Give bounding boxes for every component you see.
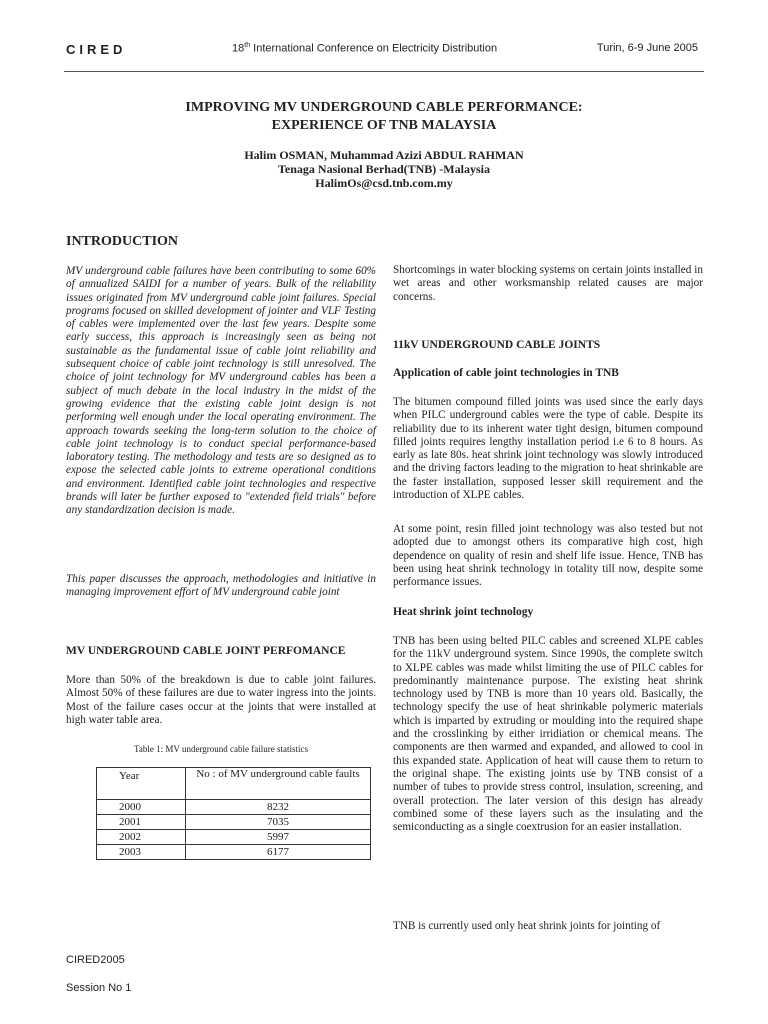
table-row [97,830,371,845]
introduction-heading: INTRODUCTION [66,234,179,249]
introduction-paragraph-2: This paper discusses the approach, methodologies and initiative in managing improvement effort of MV underground cable joint [66,573,376,599]
conference-ordinal: th [244,42,251,49]
right-paragraph-4: TNB has been using belted PILC cables and screened XLPE cables for the 11kV underground system. Since 1990s, the complete switch to XLPE cables was made whilst limiting the use of PILC cables for predominantly maintenance purpose. The existing heat shrink technology used by TNB is more than 10 years old. Basically, the technology specify the use of heat shrinkable polymeric materials which is imparted by extruding or moulding into the required shape and the crosslinking by either irridiation or chemical means. The components are then warmed and expanded, and allowed to cool in this expanded state. Application of heat will cause them to return to the original shape. The existing joints use by TNB consist of a number of tubes to provide stress control, insulation, screening, and overall protection. The later version of this design has already combined some of these layers such as the insulating and the semiconducting as a single coextrusion for an easier installation. [393,635,703,834]
table-cell-faults: 6177 [186,845,371,860]
table-cell-faults: 8232 [186,800,371,815]
footer-cired: CIRED2005 [66,954,125,966]
conference-number: 18 [232,42,245,55]
author-names: Halim OSMAN, Muhammad Azizi ABDUL RAHMAN [244,148,524,162]
table-caption: Table 1: MV underground cable failure statistics [134,744,308,754]
header-date: Turin, 6-9 June 2005 [596,42,698,54]
table-cell-faults: 5997 [186,830,371,845]
right-paragraph-3: At some point, resin filled joint technology was also tested but not adopted due to amongst others its comparative high cost, high dependence on quality of resin and shelf life issue. Hence, TNB has been using heat shrink technology in totality till now, despite some performance issues. [393,523,703,589]
table-cell-year: 2001 [97,815,186,830]
header-org: CIRED [66,42,127,57]
conference-name: International Conference on Electricity Distribution [250,42,498,55]
table-header-faults: No : of MV underground cable faults [186,768,371,800]
failure-statistics-table [96,767,371,860]
table-cell-faults: 7035 [186,815,371,830]
table-header-year: Year [97,768,186,800]
mv-performance-paragraph: More than 50% of the breakdown is due to cable joint failures. Almost 50% of these failures are due to water ingress into the joints. Most of the failure cases occur at the joints that were installed at high water table area. [66,674,376,726]
heat-shrink-subheading: Heat shrink joint technology [393,606,534,618]
right-paragraph-2: The bitumen compound filled joints was used since the early days when PILC underground cables were the type of cable. Despite its reliability due to its inherent water tight design, bitumen compound filled joints requires lengthy installation period i.e 6 to 8 hours. As early as late 80s. heat shrink joint technology was slowly introduced and the driving factors leading to the migration to heat shrinkable are the faster installation, supposed lesser skill requirement and the introduction of XLPE cables. [393,396,703,502]
application-subheading: Application of cable joint technologies in TNB [393,367,619,379]
table-cell-year: 2000 [97,800,186,815]
title-line-2: EXPERIENCE OF TNB MALAYSIA [271,118,497,133]
right-paragraph-1: Shortcomings in water blocking systems on certain joints installed in wet areas and other worksmanship related causes are major concerns. [393,264,703,303]
right-paragraph-5: TNB is currently used only heat shrink joints for jointing of [393,920,661,932]
introduction-paragraph-1: MV underground cable failures have been contributing to some 60% of annualized SAIDI for a number of years. Bulk of the reliability issues originated from MV underground cable joint failures. Special programs focused on skilled development of jointer and VLF Testing of cables were implemented over the last few years. Despite some early success, this approach is increasingly seen as being not sustainable as the fundamental issue of cable joint reliability and subsequent choice of cable joint technology is still unresolved. The choice of joint technology for MV underground cables has been a subject of much debate in the local industry in the midst of the growing evidence that the existing cable joint design is not performing well enough under the local operating environment. The approach towards seeking the long-term solution to the choice of cable joint technology is to conduct special performance-based laboratory testing. The methodology and tests are so designed as to expose the selected cable joints to extreme operational conditions and environment. Identified cable joint technologies and respective brands will later be further exposed to "extended field trials" before any standardization decision is made. [66,265,376,517]
title-line-1: IMPROVING MV UNDERGROUND CABLE PERFORMANCE: [185,100,583,115]
header-rule [64,71,704,72]
table-cell-year: 2003 [97,845,186,860]
footer-session: Session No 1 [66,982,132,994]
table-row [97,800,371,815]
mv-performance-heading: MV UNDERGROUND CABLE JOINT PERFOMANCE [66,645,346,657]
kv-joints-heading: 11kV UNDERGROUND CABLE JOINTS [393,339,601,351]
author-affiliation: Tenaga Nasional Berhad(TNB) -Malaysia [278,162,490,176]
table-row [97,815,371,830]
table-cell-year: 2002 [97,830,186,845]
table-row [97,845,371,860]
author-email: HalimOs@csd.tnb.com.my [315,176,453,190]
table-header-row [97,768,371,800]
header-conference [232,42,497,55]
